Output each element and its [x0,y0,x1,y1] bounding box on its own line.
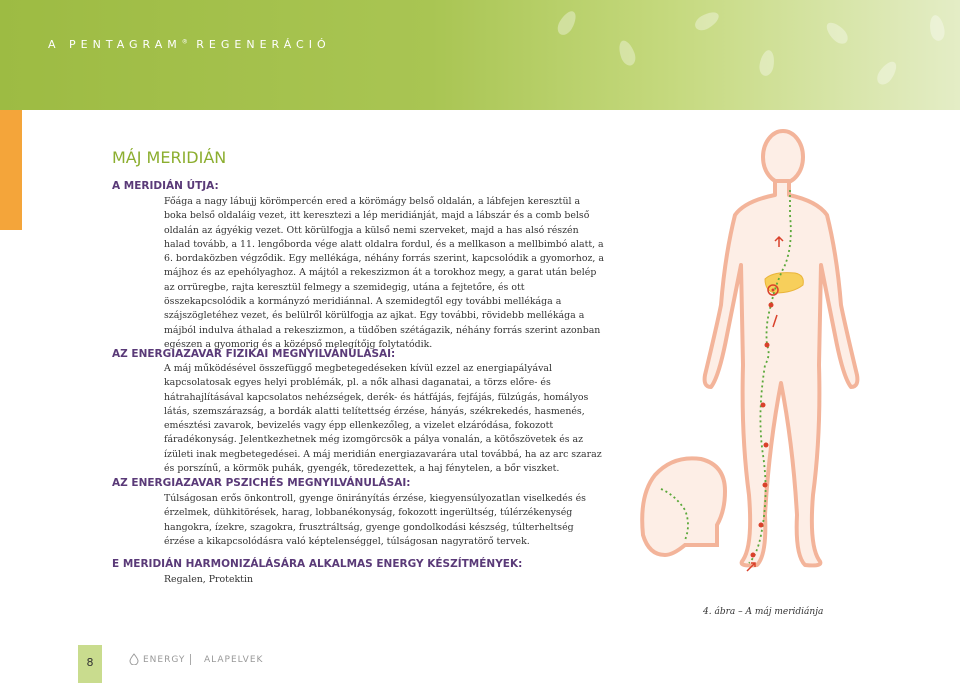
section-heading-path: A MERIDIÁN ÚTJA: [112,180,219,192]
figure-caption: 4. ábra – A máj meridiánja [703,607,824,617]
section-text-psychic: Túlságosan erős önkontroll, gyenge önirányítás érzése, kiegyensúlyozatlan viselkedés és érzelmek, dühkitörések, harag, lobbanékonyság, fokozott ingerültség, túlérzékenység hangokra, ízekre, szagokra, frusztráltság, gyenge gondolkodási készség, túlterheltség érzése a kikapcsolódásra való képtelenséggel, túlságosan nagyratörő tervek. [164,493,586,547]
body-outline [705,131,858,565]
leaf-decoration [823,19,851,47]
leaf-decoration [758,49,776,77]
section-text-products: Regalen, Protektin [164,574,253,585]
section-heading-products: E MERIDIÁN HARMONIZÁLÁSÁRA ALKALMAS ENERGY KÉSZÍTMÉNYEK: [112,558,523,570]
section-text-path: Főága a nagy lábujj körömpercén ered a körömágy belső oldalán, a lábfejen keresztül a boka belső oldaláig vezet, itt keresztezi a lép meridiánját, majd a lábszár és a comb belső oldalán az ágyékig vezet. Ott körülfogja a külső nemi szerveket, majd a has alsó részén halad tovább, a 11. lengőborda vége alatt oldalra fordul, és a mellkason a mellbimbó alatt, a 6. bordaközben végződik. Egy mellékága, néhány forrás szerint, kapcsolódik a gyomorhoz, a májhoz és az epehólyaghoz. A májtól a rekeszizmon át a torokhoz megy, a garat után belép az orrüregbe, rajta keresztül felmegy a szemidegig, utána a fejtetőre, és ott összekapcsolódik a kormányzó meridiánnal. A szemidegtől egy további mellékága a szájszögletéhez vezet, és belülről körülfogja az ajkat. Egy további, rövidebb mellékága a májból indulva áthalad a rekeszizmon, a tüdőben szétágazik, néhány forrás szerint azonban egészen a gyomorig és a középső melegítőig folytatódik. [164,196,604,350]
footer-section: ALAPELVEK [204,655,264,665]
section-text-physical: A máj működésével összefüggő megbetegedéseken kívül ezzel az energiapályával kapcsolatosak egyes helyi problémák, pl. a nők alhasi daganatai, a törzs előre- és hátrahajlításával kapcsolatos nehézségek, derék- és hátfájás, fejfájás, fülzúgás, homályos látás, szemszárazság, a bordák alatti telítettség érzése, hányás, székrekedés, hasmenés, emésztési zavarok, bevizelés vagy épp ellenkezőleg, a vizelet elzáródása, fokozott fáradékonyság. Jelentkezhetnek még izomgörcsök a pálya vonalán, a kötőszövetek és az ízületi inak megbetegedései. A máj meridián energiazavarára utal továbbá, ha az arc szaraz és porszínű, a körmök puhák, gyengék, töredezettek, a haj fénytelen, a bőr viszket. [164,363,602,475]
leaf-decoration [928,14,946,42]
leaf-decoration [692,8,722,33]
footer-divider [190,654,191,665]
page-title: MÁJ MERIDIÁN [112,148,227,167]
header-banner [0,0,960,110]
head-profile [642,458,725,555]
brand-name: A PENTAGRAM [48,38,182,51]
brand-subtitle: REGENERÁCIÓ [196,38,331,51]
page-number: 8 [86,656,94,669]
leaf-decoration [554,8,579,38]
header-title [48,38,331,51]
section-heading-psychic: AZ ENERGIAZAVAR PSZICHÉS MEGNYILVÁNULÁSAI: [112,477,411,489]
section-heading-physical: AZ ENERGIAZAVAR FIZIKAI MEGNYILVÁNULÁSAI: [112,348,396,360]
meridian-figure [625,115,950,600]
leaf-decoration [616,38,638,67]
registered-mark: ® [181,38,188,46]
footer-brand: ENERGY [143,655,186,665]
leaf-decoration [874,58,900,87]
orange-side-tab [0,110,22,230]
drop-icon [128,653,140,665]
